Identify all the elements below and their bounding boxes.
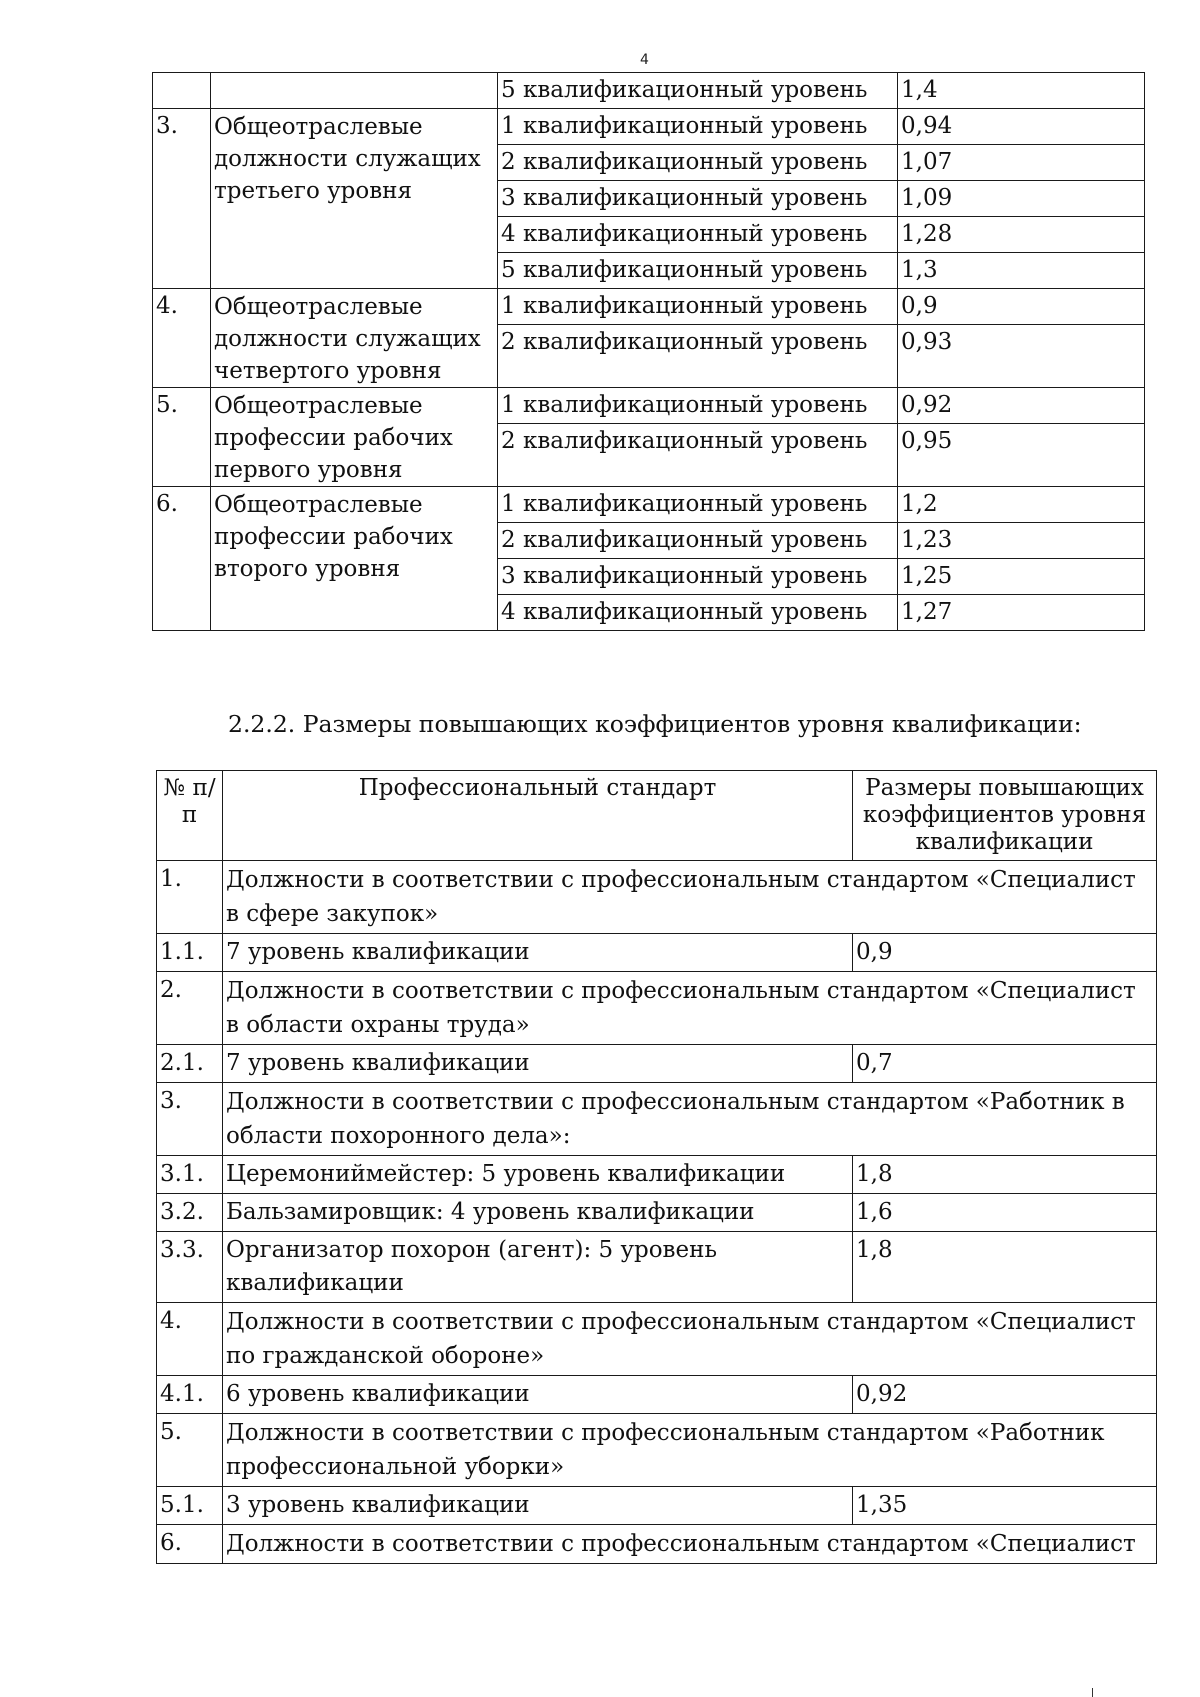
standard-description: Должности в соответствии с профессиональным стандартом «Специалист xyxy=(223,1525,1157,1564)
row-number: 3.1. xyxy=(157,1156,223,1194)
value-cell: 0,9 xyxy=(898,289,1145,325)
value-cell: 0,95 xyxy=(898,424,1145,487)
standard-item-row xyxy=(157,1045,1157,1083)
row-number: 2. xyxy=(157,972,223,1045)
table-row xyxy=(153,388,1145,424)
level-cell: 3 квалификационный уровень xyxy=(498,181,898,217)
coefficient-value: 0,7 xyxy=(853,1045,1157,1083)
level-cell: 1 квалификационный уровень xyxy=(498,388,898,424)
value-cell: 1,2 xyxy=(898,487,1145,523)
value-cell: 1,27 xyxy=(898,595,1145,631)
qualification-level: Бальзамировщик: 4 уровень квалификации xyxy=(223,1194,853,1232)
level-cell: 4 квалификационный уровень xyxy=(498,217,898,253)
standard-item-row xyxy=(157,1156,1157,1194)
qualification-level: 7 уровень квалификации xyxy=(223,1045,853,1083)
row-number: 3. xyxy=(157,1083,223,1156)
value-cell: 0,92 xyxy=(898,388,1145,424)
standard-description: Должности в соответствии с профессиональным стандартом «Специалист по гражданской обороне» xyxy=(223,1303,1157,1376)
group-name: Общеотраслевые должности служащих третьего уровня xyxy=(211,109,498,289)
table-row xyxy=(153,109,1145,145)
group-name xyxy=(211,73,498,109)
value-cell: 1,09 xyxy=(898,181,1145,217)
standard-description: Должности в соответствии с профессиональным стандартом «Специалист в области охраны труда» xyxy=(223,972,1157,1045)
row-number: 5. xyxy=(153,388,211,487)
level-cell: 5 квалификационный уровень xyxy=(498,253,898,289)
level-cell: 2 квалификационный уровень xyxy=(498,325,898,388)
standard-group-row xyxy=(157,1303,1157,1376)
standard-group-row xyxy=(157,972,1157,1045)
row-number: 6. xyxy=(157,1525,223,1564)
standard-group-row xyxy=(157,1525,1157,1564)
row-number: 4. xyxy=(157,1303,223,1376)
level-cell: 5 квалификационный уровень xyxy=(498,73,898,109)
row-number: 3. xyxy=(153,109,211,289)
value-cell: 1,28 xyxy=(898,217,1145,253)
standards-table-body xyxy=(157,861,1157,1564)
coefficient-value: 1,8 xyxy=(853,1232,1157,1303)
level-cell: 3 квалификационный уровень xyxy=(498,559,898,595)
row-number: 2.1. xyxy=(157,1045,223,1083)
row-number: 5. xyxy=(157,1414,223,1487)
row-number: 5.1. xyxy=(157,1487,223,1525)
standard-group-row xyxy=(157,1414,1157,1487)
standard-description: Должности в соответствии с профессиональным стандартом «Специалист в сфере закупок» xyxy=(223,861,1157,934)
level-cell: 4 квалификационный уровень xyxy=(498,595,898,631)
table-row xyxy=(153,487,1145,523)
coefficient-value: 1,8 xyxy=(853,1156,1157,1194)
standard-group-row xyxy=(157,1083,1157,1156)
level-cell: 2 квалификационный уровень xyxy=(498,523,898,559)
standard-item-row xyxy=(157,1376,1157,1414)
standard-item-row xyxy=(157,1194,1157,1232)
value-cell: 1,07 xyxy=(898,145,1145,181)
table-row xyxy=(153,289,1145,325)
value-cell: 1,3 xyxy=(898,253,1145,289)
qualification-level: Организатор похорон (агент): 5 уровень квалификации xyxy=(223,1232,853,1303)
level-cell: 1 квалификационный уровень xyxy=(498,109,898,145)
group-name: Общеотраслевые должности служащих четвертого уровня xyxy=(211,289,498,388)
standard-group-row xyxy=(157,861,1157,934)
coefficient-value: 0,9 xyxy=(853,934,1157,972)
row-number: 1. xyxy=(157,861,223,934)
standard-item-row xyxy=(157,1232,1157,1303)
standard-description: Должности в соответствии с профессиональным стандартом «Работник в области похоронного дела»: xyxy=(223,1083,1157,1156)
value-cell: 0,93 xyxy=(898,325,1145,388)
row-number xyxy=(153,73,211,109)
value-cell: 1,4 xyxy=(898,73,1145,109)
standard-description: Должности в соответствии с профессиональным стандартом «Работник профессиональной уборки» xyxy=(223,1414,1157,1487)
qualification-levels-table xyxy=(152,72,1145,631)
qualification-level: Церемониймейстер: 5 уровень квалификации xyxy=(223,1156,853,1194)
header-number: № п/п xyxy=(157,771,223,861)
row-number: 4. xyxy=(153,289,211,388)
row-number: 3.2. xyxy=(157,1194,223,1232)
coefficient-value: 1,6 xyxy=(853,1194,1157,1232)
table-row xyxy=(153,73,1145,109)
page-number: 4 xyxy=(640,52,649,68)
section-heading: 2.2.2. Размеры повышающих коэффициентов уровня квалификации: xyxy=(228,710,1082,738)
standard-item-row xyxy=(157,934,1157,972)
row-number: 1.1. xyxy=(157,934,223,972)
group-name: Общеотраслевые профессии рабочих первого уровня xyxy=(211,388,498,487)
value-cell: 0,94 xyxy=(898,109,1145,145)
value-cell: 1,25 xyxy=(898,559,1145,595)
header-standard: Профессиональный стандарт xyxy=(223,771,853,861)
row-number: 6. xyxy=(153,487,211,631)
row-number: 3.3. xyxy=(157,1232,223,1303)
table-header-row xyxy=(157,771,1157,861)
group-name: Общеотраслевые профессии рабочих второго уровня xyxy=(211,487,498,631)
professional-standards-table xyxy=(156,770,1157,1564)
standard-item-row xyxy=(157,1487,1157,1525)
row-number: 4.1. xyxy=(157,1376,223,1414)
coefficient-value: 1,35 xyxy=(853,1487,1157,1525)
value-cell: 1,23 xyxy=(898,523,1145,559)
level-cell: 1 квалификационный уровень xyxy=(498,487,898,523)
qualification-level: 6 уровень квалификации xyxy=(223,1376,853,1414)
level-cell: 2 квалификационный уровень xyxy=(498,424,898,487)
level-cell: 2 квалификационный уровень xyxy=(498,145,898,181)
qualification-level: 3 уровень квалификации xyxy=(223,1487,853,1525)
scan-mark xyxy=(1092,1688,1093,1697)
level-cell: 1 квалификационный уровень xyxy=(498,289,898,325)
header-coefficient: Размеры повышающих коэффициентов уровня квалификации xyxy=(853,771,1157,861)
qualification-level: 7 уровень квалификации xyxy=(223,934,853,972)
coefficient-value: 0,92 xyxy=(853,1376,1157,1414)
